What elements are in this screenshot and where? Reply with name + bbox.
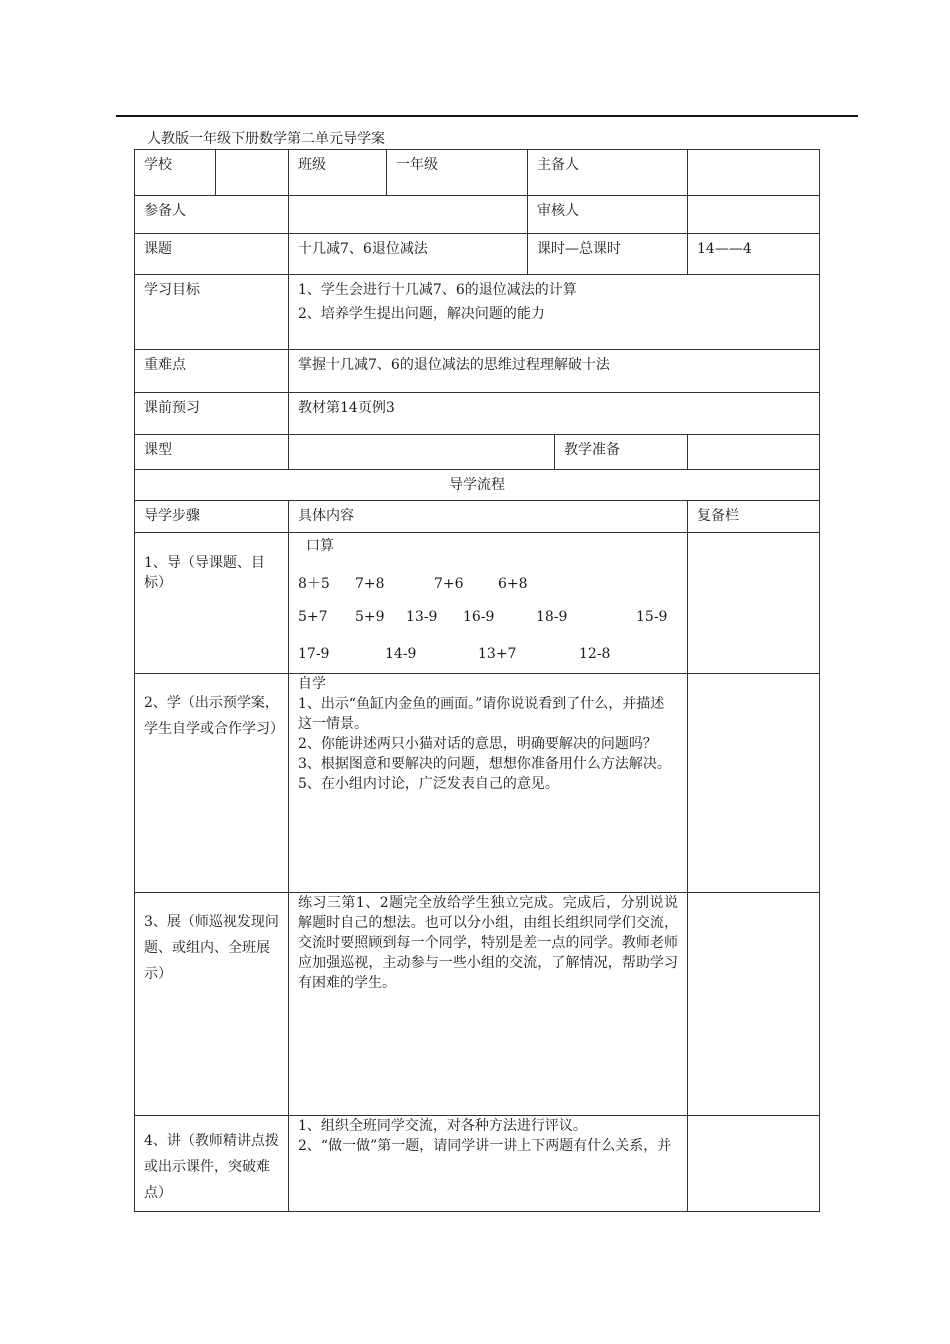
row-step-2 (135, 674, 820, 893)
calc-item: 7+6 (434, 576, 464, 592)
step-2-line: 2、你能讲述两只小猫对话的意思，明确要解决的问题吗？ (298, 736, 657, 752)
step-3-label: 3、展（师巡视发现问题、或组内、全班展示） (135, 893, 289, 1116)
calc-item: 8＋5 (298, 576, 330, 592)
prep-value (688, 435, 820, 470)
row-goals (135, 275, 820, 350)
preparer-value (688, 150, 820, 196)
prep-label: 教学准备 (555, 435, 688, 470)
period-label: 课时—总课时 (528, 234, 688, 275)
step-2-line: 5、在小组内讨论，广泛发表自己的意见。 (298, 776, 559, 792)
calc-row-1 (298, 574, 678, 594)
step-2-content (289, 674, 688, 893)
step-1-content (289, 533, 688, 674)
calc-item: 6+8 (498, 576, 528, 592)
topic-value: 十几减7、6退位减法 (289, 234, 528, 275)
lesson-plan-table (134, 149, 820, 1212)
calc-item: 15-9 (636, 609, 668, 625)
preparer-label: 主备人 (528, 150, 688, 196)
co-preparer-value (289, 196, 528, 234)
col-review-header: 复备栏 (688, 501, 820, 533)
preview-label: 课前预习 (135, 393, 289, 435)
key-label: 重难点 (135, 350, 289, 393)
reviewer-value (688, 196, 820, 234)
key-value: 掌握十几减7、6的退位减法的思维过程理解破十法 (289, 350, 820, 393)
document-title: 人教版一年级下册数学第二单元导学案 (147, 131, 385, 147)
step-4-content (289, 1116, 688, 1212)
row-co-preparer (135, 196, 820, 234)
oral-calc-heading: 口算 (306, 538, 334, 554)
co-preparer-label: 参备人 (135, 196, 289, 234)
flow-title: 导学流程 (135, 470, 820, 501)
step-3-content: 练习三第1、2题完全放给学生独立完成。完成后，分别说说解题时自己的想法。也可以分小组，由组长组织同学们交流，交流时要照顾到每一个同学，特别是差一点的同学。教师老师应加强巡视，主动参与一些小组的交流，了解情况，帮助学习有困难的学生。 (289, 893, 688, 1116)
goal-content (289, 275, 820, 350)
step-3-review (688, 893, 820, 1116)
topic-label: 课题 (135, 234, 289, 275)
class-label: 班级 (289, 150, 387, 196)
school-label: 学校 (135, 150, 216, 196)
calc-item: 14-9 (385, 646, 417, 662)
row-lesson-type (135, 435, 820, 470)
calc-item: 7+8 (355, 576, 385, 592)
step-4-label: 4、讲（教师精讲点拨或出示课件，突破难点） (135, 1116, 289, 1212)
calc-item: 17-9 (298, 646, 330, 662)
reviewer-label: 审核人 (528, 196, 688, 234)
class-value: 一年级 (387, 150, 528, 196)
top-rule (116, 115, 858, 117)
preview-value: 教材第14页例3 (289, 393, 820, 435)
row-step-4 (135, 1116, 820, 1212)
row-step-1 (135, 533, 820, 674)
row-flow-header (135, 501, 820, 533)
row-topic (135, 234, 820, 275)
step-4-line: 2、“做一做”第一题，请同学讲一讲上下两题有什么关系，并 (298, 1138, 672, 1154)
step-1-label: 1、导（导课题、目标） (135, 533, 289, 674)
row-flow-title (135, 470, 820, 501)
step-2-line: 自学 (298, 676, 326, 692)
col-content-header: 具体内容 (289, 501, 688, 533)
step-4-line: 1、组织全班同学交流，对各种方法进行评议。 (298, 1118, 587, 1134)
calc-item: 5+7 (298, 609, 328, 625)
step-2-line: 1、出示“鱼缸内金鱼的画面。”请你说说看到了什么，并描述这一情景。 (298, 696, 665, 732)
step-1-review (688, 533, 820, 674)
calc-item: 12-8 (579, 646, 611, 662)
col-step-header: 导学步骤 (135, 501, 289, 533)
goal-item-2: 2、培养学生提出问题，解决问题的能力 (298, 306, 545, 322)
school-value (216, 150, 289, 196)
period-value: 14——4 (688, 234, 820, 275)
step-4-review (688, 1116, 820, 1212)
type-value (289, 435, 555, 470)
calc-item: 5+9 (355, 609, 385, 625)
row-step-3 (135, 893, 820, 1116)
row-key-points (135, 350, 820, 393)
calc-item: 18-9 (536, 609, 568, 625)
step-2-label: 2、学（出示预学案，学生自学或合作学习） (135, 674, 289, 893)
goal-label: 学习目标 (135, 275, 289, 350)
step-2-review (688, 674, 820, 893)
goal-item-1: 1、学生会进行十几减7、6的退位减法的计算 (298, 282, 577, 298)
calc-item: 13-9 (406, 609, 438, 625)
calc-row-3 (298, 644, 678, 664)
calc-item: 16-9 (463, 609, 495, 625)
calc-row-2 (298, 607, 678, 627)
type-label: 课型 (135, 435, 289, 470)
row-school (135, 150, 820, 196)
step-2-line: 3、根据图意和要解决的问题，想想你准备用什么方法解决。 (298, 756, 671, 772)
row-preview (135, 393, 820, 435)
calc-item: 13+7 (478, 646, 517, 662)
